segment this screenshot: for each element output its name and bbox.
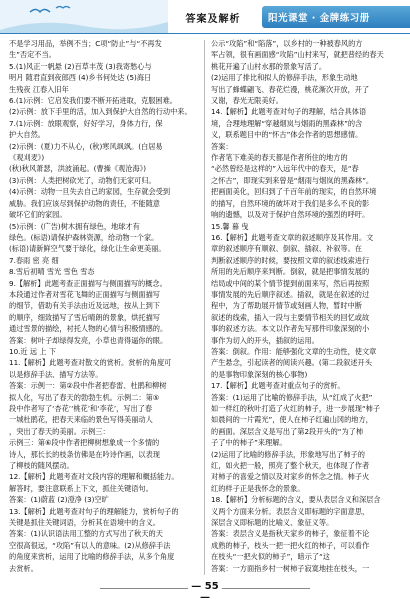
text-line: 段中作者写了‘杏花’‘桃花’和‘李花’，写出了春 [9, 404, 153, 413]
text-line: 在枝头“一把火似的柿子”，暗示了“这 [211, 552, 330, 562]
text-line: 判断叙述顺序的时候，要按照文章的叙述线索进行 [211, 255, 370, 265]
text-line: 答案：示例一：第②段中作者把春雷、杜鹃和柳树 [9, 381, 167, 391]
text-line: 拟人化，写出了春天的勃勃生机。示例二：第⑤ [9, 392, 160, 402]
header-rule [0, 33, 410, 34]
text-line: 绿色。(标语)请保护森林资源，给动物一个家。 [9, 232, 159, 242]
text-line: 的描写，自然环境的破坏对于我们是多么不良的影 [211, 198, 370, 208]
text-line: 《观刈麦》) [9, 153, 45, 163]
brand-banner [262, 6, 410, 28]
text-line: 响的遗憾，以及对于保护自然环境的强烈的呼吁。 [211, 210, 370, 220]
text-line: 成熟的柿子，枝头一把一把火红的柿子，可以看作 [211, 540, 370, 550]
text-line: 通过雪景的描绘，衬托人物的心情与积极情感的。 [9, 324, 168, 334]
text-line: 章的叙述顺序有顺叙、倒叙、插叙、补叙等。在 [211, 244, 362, 254]
text-line: (2)运用了比喻的修辞手法，形象地写出了柿子的 [211, 449, 365, 459]
text-line: 程中，为了帮助展开情节或刻画人物，暂时中断 [211, 301, 362, 311]
text-line: 公示“攻陷”和“陷落”，以乡村的一种被春风的方 [211, 39, 363, 48]
text-line: 16.【解析】此题考查文章的叙述顺序及其作用。文 [211, 232, 374, 242]
text-line: 明月 随君直到夜郎西 (4)乡书何处达 (5)海日 [9, 73, 152, 83]
text-line: “必然曾经是这样的”入远年代中的春天，是“春 [211, 164, 359, 174]
text-line: (2)示例：放下手里的活，加入到保护大自然的行动中来。 [9, 107, 192, 117]
text-line: 14.【解析】此题考查对句子的理解，结合具体语 [211, 107, 367, 117]
text-line: 事作为切入的开头，插叙的运用。 [211, 335, 319, 345]
text-line: 以是修辞手法、描写方法等。 [9, 369, 103, 379]
column-divider [204, 40, 205, 575]
text-line: 把画面美化，回归到了千百年前的现实，的自然环境 [211, 187, 377, 197]
text-line: 义两个方面来分析。表层含义即标题的字面意思， [211, 506, 370, 516]
text-line: 去赏析。 [9, 563, 38, 573]
text-line: 事的叙述方法。本文以作者先写那件印象深刻的小 [211, 324, 370, 334]
text-line: 5.(1)风正一帆悬 (2)百草丰茂 (3)我寄愁心与 [9, 61, 152, 71]
text-line: 不是学习用品，举例不当；C项“防止”与“不再发 [9, 39, 162, 48]
text-line: 生”否定不当。 [9, 50, 56, 60]
text-line: 答案：倒叙。作用：能够强化文章的生动性，使文章 [211, 346, 377, 356]
text-line: 关键是抓住关键词语，分析其在语境中的含义。 [9, 518, 160, 528]
text-line: 生残夜 江春入旧年 [9, 84, 69, 94]
text-line: 答案：树叶子却绿得发亮，小草也青得逼你的眼。 [9, 335, 168, 345]
text-line: 本段通过作者对雪花飞舞的正面描写与侧面描写 [9, 289, 160, 299]
text-line: 答案：一方面指乡村一树柿子寂寞地挂在枝头，一 [211, 563, 370, 573]
text-line: 示例三：第⑥段中作者把柳树想象成一个多情的 [9, 438, 160, 448]
header-title: 答案及解析 [185, 14, 241, 25]
header-decoration [0, 0, 168, 34]
text-line: 子了中的柿子”来理解。 [211, 438, 287, 448]
text-line: 答案：(1)认识语法用工整的方式写出了秋天的天 [9, 529, 163, 539]
text-line: 作者笔下难美的春天都是作者所住的地方的 [211, 153, 348, 163]
text-line: 答案：(1)蔚蓝 (2)澄净 (3)空旷 [9, 495, 109, 505]
text-line: 如晨间的一片霞光”，使人在柿子红遍山冈的地方， [211, 415, 373, 425]
text-line: 7.春雨 密 亮 细 [9, 255, 59, 265]
text-line: (4)示例：动物一旦失去自己的家园，生存就会受到 [9, 187, 171, 197]
page-footer [0, 578, 410, 603]
text-line: 18.【解析】分析标题的含义，要从表层含义和深层含 [211, 495, 381, 505]
text-line: 的是事物印象深刻的核心事物) [211, 369, 308, 379]
text-line: 11.【解析】此题考查对散文的赏析。赏析的角度可 [9, 358, 172, 368]
text-line: (标语)请新鲜空气要于绿化，绿化让生命更美丽。 [9, 244, 166, 254]
text-line: 之怀古”，即现实到来曾是“烟雨与烟岚的黑森林”。 [211, 175, 374, 185]
text-line: 10.近 远 上 下 [9, 346, 57, 356]
text-line: 诗人，那长长的枝条仿佛是在吟诗作画，以表现 [9, 449, 160, 459]
text-line: 6.(1)示例：它启发我们要不断开拓进取，克服困难。 [9, 96, 177, 106]
text-line: 15.馨 暮 曳 [211, 221, 249, 231]
text-line: 军占领，很有画面感“攻陷”山村来写，就把普经的春天 [211, 50, 384, 60]
text-line: 红的样子正是我怀念的景象。 [211, 483, 305, 493]
text-line: 答案： [211, 141, 233, 151]
text-line: 17.【解析】此题考查对重点句子的赏析。 [211, 381, 345, 391]
text-line: 深层含义即标题的比喻义、象征义等。 [211, 518, 334, 528]
page-header [0, 0, 410, 34]
text-line: 答案：表层含义是指秋天家乡的柿子，象征着不论 [211, 529, 370, 539]
brand-text: 阳光课堂 · 金牌练习册 [268, 13, 370, 24]
text-line: 了柳枝的随风摆动。 [9, 461, 74, 471]
text-line: 8.雪后初晴 雪光 雪色 雪态 [9, 267, 95, 277]
text-line: 空很高很远，“攻陷”有以人的意味。(2)从修辞手法 [9, 540, 171, 550]
text-line: (5)示例：(广告)树木拥有绿色，地球才有 [9, 221, 140, 231]
text-line: 桃花开遍了山村水那的景象写活了。 [211, 61, 327, 71]
text-line: 7.(1)示例：放眼观察，好好学习，身体力行，保 [9, 118, 163, 128]
text-line: 对柿子的喜爱之情以及对家乡的怀念之情。柿子火 [211, 472, 370, 482]
text-line: (2)示例：(夏)力不从心，(秋)寒风飒飒。(白居易 [9, 141, 163, 151]
text-line: 红，如火把一般，照亮了整个秋天，也体现了作者 [211, 461, 370, 471]
text-line: 结局或中间的某个情节提到前面来写，然后再按照 [211, 278, 370, 288]
left-column [9, 38, 201, 574]
text-line: 9.【解析】此题考查正面描写与侧面描写的概念。 [9, 278, 167, 288]
text-line: 的画面。深层含义是写出了第2段开头的“为了柿 [211, 426, 364, 436]
text-line: ，突出了春天的美丽。示例三： [9, 426, 110, 436]
text-line: 13.【解析】此题考查对句子的理解能力，赏析句子的 [9, 506, 179, 516]
text-line: 威胁。我们应该尽到保护动物的责任，不能随意 [9, 198, 160, 208]
text-line: 12.【解析】此题考查对文段内容的理解和概括能力。 [9, 472, 179, 482]
text-line: 如一样红的秋叶打造了火红的柿子，进一步展现“柿子 [211, 404, 381, 413]
text-line: 写出了蜂蝶翩飞、春花烂漫，桃花渐次开放，开了 [211, 84, 370, 94]
text-line: (3)示例：人类把树砍光了，动物们无家可归。 [9, 175, 156, 185]
text-line: 的细节，借助有关手法由近及远地，按从上到下 [9, 301, 160, 311]
text-line: 一城杜鹃花，把春天来临的景色写得美丽动人 [9, 415, 153, 425]
text-line: 破坏它们的家园。 [9, 210, 67, 220]
text-line: (2)运用了排比和拟人的修辞手法，形象生动地 [211, 73, 358, 83]
text-line: 的顺序，细致描写了雪后晴朗的景象，烘托描写 [9, 312, 160, 322]
right-column [211, 38, 403, 574]
text-line: 义，联系题目中的“怀古”体会作者的思想感情。 [211, 130, 363, 140]
text-line: (秋)秋风萧瑟，洪波涌起。(曹操《观沧海》) [9, 164, 146, 174]
text-line: 护大自然。 [9, 130, 45, 140]
text-line: 的角度来赏析，运用了比喻的修辞手法，从多个角度 [9, 552, 175, 562]
text-line: 事情发展的先后顺序叙述。插叙，就是在叙述的过 [211, 289, 370, 299]
text-line: 产生悬念，引起读者的阅读兴趣。(第二段叙述开头 [211, 358, 372, 368]
text-line: 境，合理地理解“穿越烟岚与烟雨的黑森林”的含 [211, 118, 363, 128]
text-line: 所用的先后顺序来判断。倒叙，就是把事情发展的 [211, 267, 370, 277]
text-line: 又谢，春光无限美好。 [211, 96, 283, 106]
text-line: 解答时，要注意联系上下文，抓住关键语句。 [9, 483, 153, 493]
text-line: 答案：(1)运用了比喻的修辞手法，从“红成了火把” [211, 392, 373, 402]
text-line: 叙述的线索，插入一段与主要情节相关的回忆或故 [211, 312, 370, 322]
page-number: — 55 — [188, 581, 222, 603]
